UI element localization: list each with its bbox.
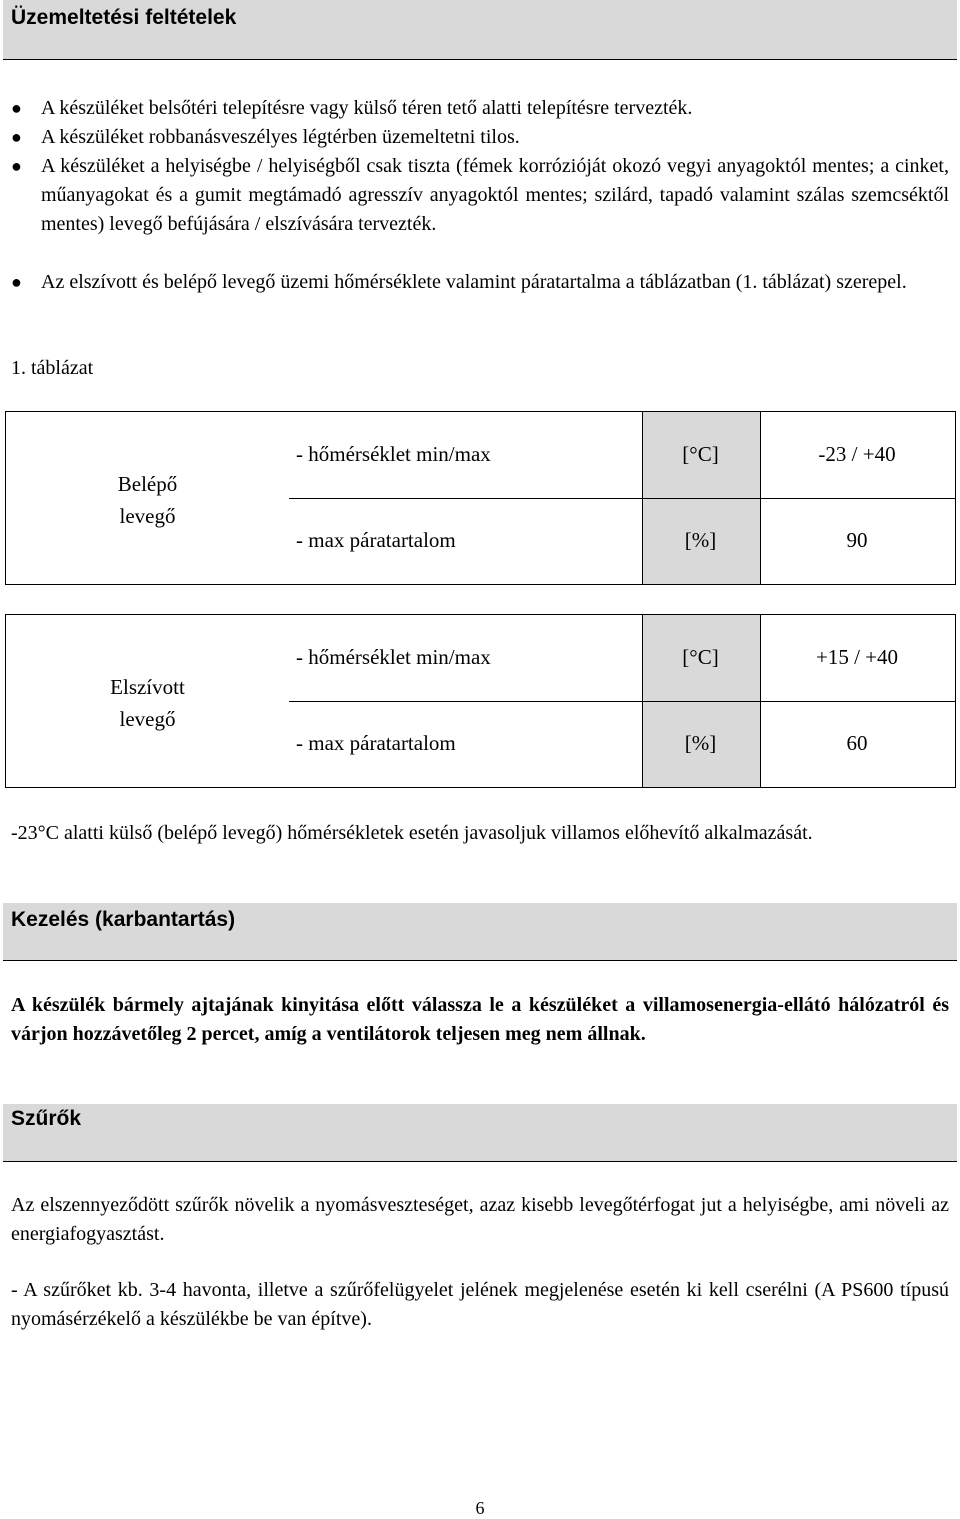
unit-label: [%] (684, 731, 717, 755)
page-number: 6 (475, 1498, 485, 1518)
row-divider (289, 701, 955, 702)
param-label: - hőmérséklet min/max (296, 442, 491, 466)
unit-label: [°C] (682, 442, 719, 466)
section-header-operating (3, 0, 957, 60)
section-header-handling (3, 903, 957, 961)
row-divider (289, 498, 955, 499)
filter-replacement: - A szűrőket kb. 3-4 havonta, illetve a szűrőfelügyelet jelének megjelenése esetén ki kell cserélni (A PS600 típusú nyomásérzékelő a készülékbe be van építve). (11, 1279, 949, 1330)
table-caption: 1. táblázat (11, 357, 94, 379)
param-label: - max páratartalom (296, 528, 456, 552)
bullet-dot-icon: ● (11, 98, 22, 118)
bullet-item: ● Az elszívott és belépő levegő üzemi hőmérséklete valamint páratartalma a táblázatban (1. táblázat) szerepel. (11, 268, 949, 326)
value-label: 60 (846, 731, 868, 755)
safety-warning: A készülék bármely ajtajának kinyitása előtt válassza le a készüléket a villamosenergia-ellátó hálózatról és várjon hozzávetőleg 2 percet, amíg a ventilátorok teljesen meg nem állnak. (11, 994, 949, 1045)
value-label: 90 (846, 528, 868, 552)
section-title: Üzemeltetési feltételek (11, 6, 237, 29)
filter-paragraph: Az elszennyeződött szűrők növelik a nyomásveszteséget, azaz kisebb levegőtérfogat jut a helyiségbe, ami növeli az energiafogyasztást. (11, 1194, 949, 1245)
unit-label: [%] (684, 528, 717, 552)
section-title: Szűrők (11, 1107, 82, 1130)
bullet-item: ● A készüléket a helyiségbe / helyiségből csak tiszta (fémek korrózióját okozó vegyi anyagoktól mentes; a cinket, műanyagokat és a gumit megtámadó agresszív anyagoktól mentes; szilárd, tapadó valamint szálas szemcséktől mentes) levegő befújására / elszívására tervezték. (11, 152, 949, 268)
bullet-dot-icon: ● (11, 156, 22, 176)
param-label: - max páratartalom (296, 731, 456, 755)
bullet-item: ● A készüléket robbanásveszélyes légtérben üzemeltetni tilos. (11, 123, 949, 152)
section-title: Kezelés (karbantartás) (11, 908, 236, 931)
preheater-note: -23°C alatti külső (belépő levegő) hőmérsékletek esetén javasoljuk villamos előhevítő alkalmazását. (11, 822, 813, 844)
value-label: +15 / +40 (815, 645, 899, 669)
table-row-label: Elszívott levegő (110, 675, 185, 731)
section-header-filters (3, 1104, 957, 1162)
table-row-label: Belépő levegő (117, 472, 178, 528)
param-label: - hőmérséklet min/max (296, 645, 491, 669)
bullet-dot-icon: ● (11, 272, 22, 292)
intake-air-table (5, 411, 956, 585)
bullet-item: ● A készüléket belsőtéri telepítésre vagy külső téren tető alatti telepítésre tervezték. (11, 94, 949, 123)
exhaust-air-table (5, 614, 956, 788)
bullet-dot-icon: ● (11, 127, 22, 147)
value-label: -23 / +40 (818, 442, 896, 466)
unit-label: [°C] (682, 645, 719, 669)
